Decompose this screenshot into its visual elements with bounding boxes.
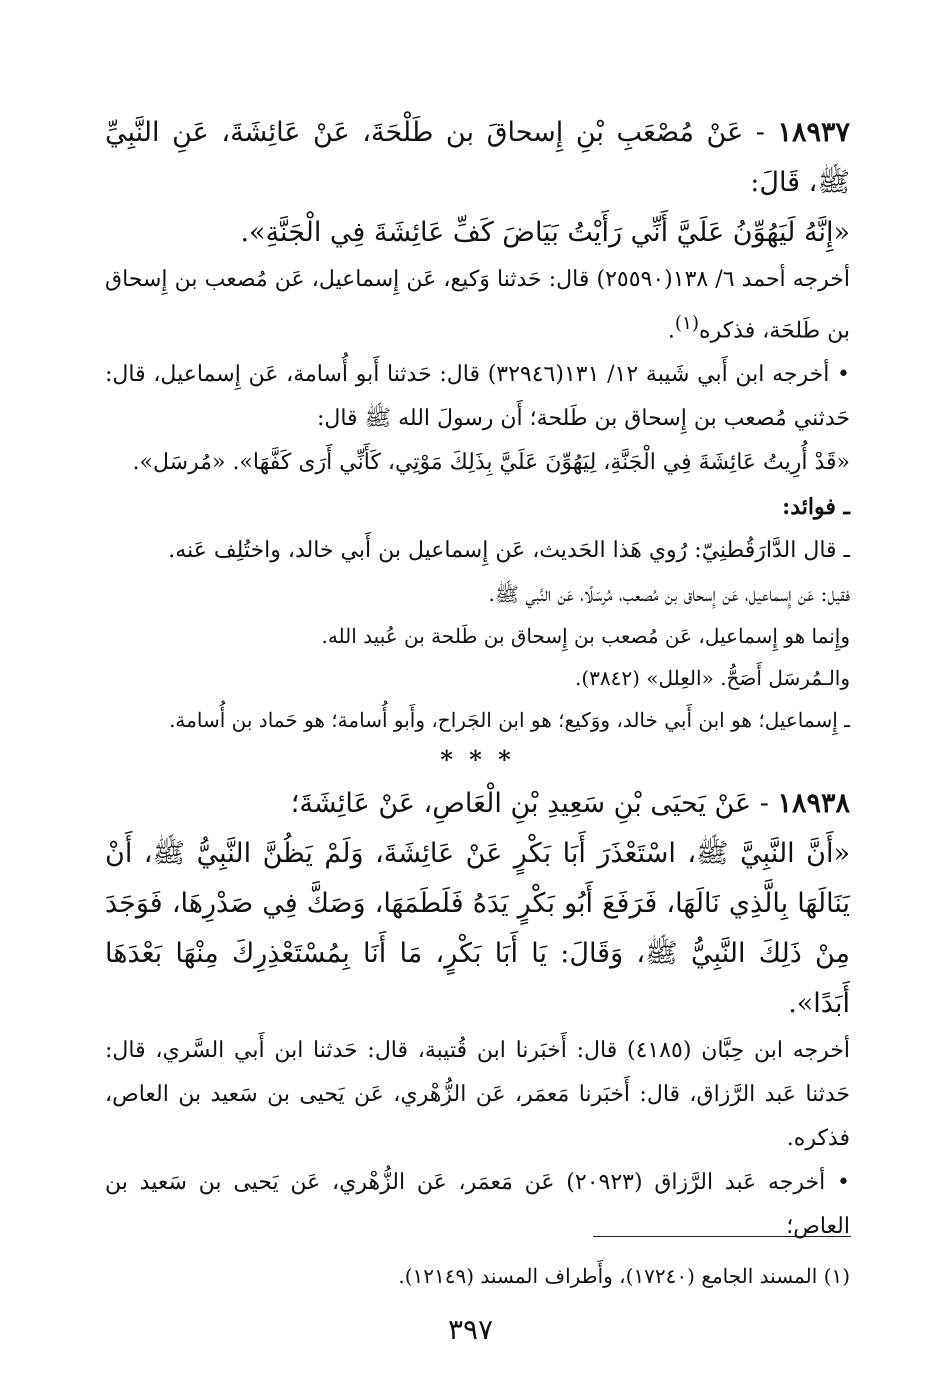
isnad-text: - عَنْ مُصْعَبِ بْنِ إِسحاقَ بن طَلْحَةَ، عَنْ عَائِشَةَ، عَنِ النَّبِيِّ ﷺ، قَالَ: — [105, 117, 850, 198]
fawaid-heading: ـ فوائد: — [782, 494, 850, 521]
fawaid-line-1: ـ قال الدَّارَقُطنِيّ: رُوي هَذا الحَديث، عَن إِسماعيل بن أَبي خالد، واختُلِف عَنه. — [168, 538, 850, 564]
footnote-divider — [593, 1236, 851, 1237]
hadith-18937-matn: «إِنَّهُ لَيَهُوِّنُ عَلَيَّ أَنِّي رَأَيْتُ بَيَاضَ كَفِّ عَائِشَةَ فِي الْجَنَّةِ». — [240, 217, 850, 248]
fawaid-line-2: فقيل: عَن إِسماعيل، عَن إِسحاق بن مُصعب، مُرسَلًا، عَن النَّبي ﷺ. — [488, 582, 850, 607]
hadith-18937-mursal-matn: «قَدْ أُرِيتُ عَائِشَةَ فِي الْجَنَّةِ، لِيَهُوِّنَ عَلَيَّ بِذَلِكَ مَوْتِي، كَأَنِّي أَرَى كَفَّهَا». «مُرسَل». — [132, 450, 850, 476]
hadith-number: ١٨٩٣٨ — [777, 788, 850, 820]
footnote-reference[interactable]: (١) — [674, 313, 700, 334]
hadith-18938-takhrij-ibn-hibban: أخرجه ابن حِبَّان (٤١٨٥) قال: أَخبَرنا ابن قُتيبة، قال: حَدثنا ابن أَبي السَّري، قال: حَدثنا عَبد الرَّزاق، قال: أَخبَرنا مَعمَر، عَن الزُّهْري، عَن يَحيى بن سَعيد بن العاص، فذكره. — [105, 1038, 851, 1152]
page-number: ٣٩٧ — [447, 1313, 494, 1346]
footnote-text: (١) المسند الجامع (١٧٢٤٠)، وأَطراف المسند (١٢١٤٩). — [398, 1264, 850, 1288]
page-body — [105, 108, 850, 1249]
hadith-18938-isnad — [105, 779, 850, 829]
hadith-18937-isnad — [105, 108, 850, 208]
hadith-18938-takhrij-abd-al-razzaq: • أخرجه عَبد الرَّزاق (٢٠٩٢٣) عَن مَعمَر، عَن الزُّهْري، عَن يَحيى بن سَعيد بن العاص؛ — [105, 1170, 850, 1240]
hadith-number: ١٨٩٣٧ — [777, 117, 850, 148]
hadith-18938-matn: «أَنَّ النَّبِيَّ ﷺ، اسْتَعْذَرَ أَبَا بَكْرٍ عَنْ عَائِشَةَ، وَلَمْ يَظُنَّ النَّبِيُّ ﷺ، أَنْ يَنَالَهَا بِالَّذِي نَالَهَا، فَرَفَعَ أَبُو بَكْرٍ يَدَهُ فَلَطَمَهَا، وَصَكَّ فِي صَدْرِهَا، فَوَجَدَ مِنْ ذَلِكَ النَّبِيُّ ﷺ، وَقَالَ: يَا أَبَا بَكْرٍ، مَا أَنَا بِمُسْتَعْذِرِكَ مِنْهَا بَعْدَهَا أَبَدًا». — [105, 838, 850, 1020]
hadith-18937-takhrij-ibn-abi-shaiba: • أخرجه ابن أَبي شَيبة ١٢/ ١٣١(٣٢٩٤٦) قال: حَدثنا أَبو أُسامة، عَن إِسماعيل، قال: حَدثني مُصعب بن إِسحاق بن طَلحة؛ أَن رسولَ الله ﷺ قال: — [105, 362, 851, 432]
fawaid-line-4: والـمُرسَل أَصَحُّ. «العِلل» (٣٨٤٢). — [574, 666, 850, 691]
hadith-18937-takhrij-ahmad: أخرجه أحمد ٦/ ١٣٨(٢٥٥٩٠) قال: حَدثنا وَكيع، عَن إِسماعيل، عَن مُصعب بن إِسحاق بن طَلحَة، فذكره$^{(١)}$. — [105, 267, 851, 344]
fawaid-line-3: وإِنما هو إِسماعيل، عَن مُصعب بن إِسحاق بن طَلحة بن عُبيد الله. — [321, 624, 850, 649]
isnad-text: - عَنْ يَحيَى بْنِ سَعِيدِ بْنِ الْعَاصِ، عَنْ عَائِشَةَ؛ — [290, 788, 769, 820]
takhrij-text: أخرجه أحمد ٦/ ١٣٨(٢٥٥٩٠) قال: حَدثنا وَكيع، عَن إِسماعيل، عَن مُصعب بن إِسحاق بن طَلحَة، فذكره — [105, 267, 851, 344]
section-separator: * * * — [440, 745, 515, 775]
footnote — [105, 1258, 850, 1294]
fawaid-line-5: ـ إِسماعيل؛ هو ابن أَبي خالد، ووَكيع؛ هو ابن الجَراح، وأَبو أُسامة؛ هو حَماد بن أُسامة. — [169, 708, 850, 733]
